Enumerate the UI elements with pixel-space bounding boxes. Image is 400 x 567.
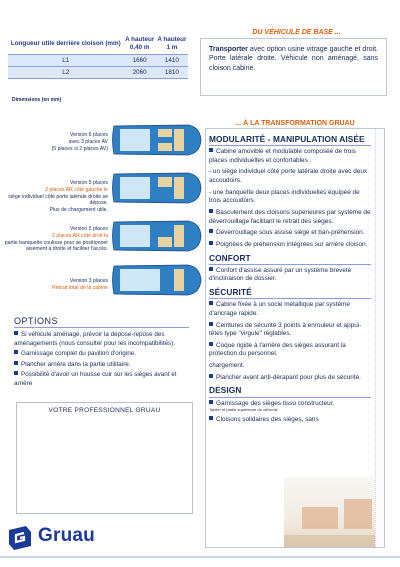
section-title-design: DESIGN xyxy=(209,385,371,397)
base-vehicle-model: Transporter xyxy=(209,46,248,53)
list-item: Déverrouillage sous assise siège et ban-préhension. xyxy=(209,229,371,238)
gruau-logo-icon xyxy=(6,524,34,552)
seat-versions xyxy=(0,120,200,300)
list-item: Plancher avant anti-dérapant pour plus de sécurité. xyxy=(209,374,371,383)
col-header-length: Longueur utile derrière cloison (mm) xyxy=(8,34,124,54)
col-header-height-1: A hauteur 0,40 m xyxy=(124,34,156,54)
options-title: OPTIONS xyxy=(14,316,189,328)
bullet-square-icon xyxy=(209,229,213,233)
bullet-square-icon xyxy=(209,416,213,420)
bullet-square-icon xyxy=(14,371,18,375)
bullet-square-icon xyxy=(209,322,213,326)
list-item: Possibilité d'avoir un housse cuir sur les sièges avant et arrière xyxy=(14,371,177,387)
side-ruler-strip xyxy=(375,129,384,547)
professional-stamp-box xyxy=(16,402,193,514)
list-item: Cabine fixée à un socle métallique par système d'ancrage rapide. xyxy=(209,301,350,317)
base-vehicle-text: avec option usine vitrage gauche et droit. Porte latérale droite. Véhicule non aménagé, sans cloison cabine. xyxy=(209,46,378,72)
van-top-view-icon xyxy=(108,260,203,300)
van-top-view-icon xyxy=(108,168,203,208)
professional-title: VOTRE PROFESSIONNEL GRUAU xyxy=(48,407,161,414)
footer-divider xyxy=(0,556,400,558)
version-caption-3: Version 5 places 2 places AR côté droit la partie banquette coulisse pour se positionner aisément à droite et faciliter l'accès. xyxy=(4,226,108,253)
transformation-title: ... À LA TRANSFORMATION GRUAU xyxy=(235,120,355,127)
list-item: Ceintures de sécurité 3 points à enrouleur et appui-têtes type "virgule" réglables. xyxy=(209,321,362,338)
list-item: Coque rigide à l'arrière des sièges assurant la protection du personnel. xyxy=(209,341,346,358)
list-item: - une banquette deux places individuelles équipée de trois accoudoirs. xyxy=(209,188,360,205)
bullet-square-icon xyxy=(209,301,213,305)
options-list xyxy=(14,331,192,390)
van-top-view-icon xyxy=(108,216,203,256)
building-background-image xyxy=(284,477,384,547)
bullet-square-icon xyxy=(209,267,213,271)
list-item: Poignées de préhension intégrées sur arrière cloison. xyxy=(209,241,371,250)
list-item: Garnissage des sièges tissu constructeur. xyxy=(209,400,371,409)
list-item: chargement. xyxy=(209,362,245,370)
version-caption-1: Version 6 places avec 3 places AV (5 places si 2 places AV) xyxy=(51,132,108,152)
logo-wordmark: Gruau xyxy=(38,525,95,546)
bullet-square-icon xyxy=(14,331,18,335)
list-item: Cabine amovible et modulable composée de trois places individuelles et confortables : xyxy=(209,148,356,164)
table-row: L2 2060 1810 xyxy=(8,66,188,78)
base-vehicle-box xyxy=(200,38,387,96)
base-vehicle-title: DU VÉHICULE DE BASE ... xyxy=(252,29,341,36)
transformation-text xyxy=(209,134,371,428)
list-item: Si véhicule aménagé, prévoir la dépose-repose des aménagements (nous consulter pour les incompatibilités). xyxy=(14,331,176,347)
van-top-view-icon xyxy=(108,120,203,160)
col-header-height-2: A hauteur 1 m xyxy=(156,34,188,54)
section-title-modularite: MODULARITÉ - MANIPULATION AISÉE xyxy=(209,134,371,146)
bullet-square-icon xyxy=(209,209,213,213)
bullet-square-icon xyxy=(209,342,213,346)
list-item: Basculement des cloisons supérieures par système de déverrouillage facilitant le retrait des sièges. xyxy=(209,209,371,225)
bullet-square-icon xyxy=(14,361,18,365)
bullet-square-icon xyxy=(209,400,213,404)
section-title-securite: SÉCURITÉ xyxy=(209,287,371,299)
list-item: - un siège individuel côté porte latérale droite avec deux accoudoirs. xyxy=(209,168,368,185)
list-item: Plancher arrière dans la partie utilitaire. xyxy=(14,361,192,370)
design-small-note: Tablier et partie supérieure du véhicule xyxy=(209,407,278,413)
bullet-square-icon xyxy=(209,374,213,378)
dimensions-note: Dimensions (en mm) xyxy=(12,97,62,103)
bullet-square-icon xyxy=(209,241,213,245)
table-row: L1 1660 1410 xyxy=(8,54,188,66)
section-title-confort: CONFORT xyxy=(209,253,371,265)
dimensions-table xyxy=(8,34,188,79)
bullet-square-icon xyxy=(14,350,18,354)
list-item: Cloisons solidaires des sièges, sans xyxy=(209,416,371,425)
bullet-square-icon xyxy=(209,148,213,152)
version-caption-2: Version 5 places 2 places AR côté gauche le siège individuel côté porte latérale droite se dépose. Plus de chargement utile. xyxy=(8,180,108,213)
list-item: Garnissage complet du pavillon d'origine. xyxy=(14,350,192,359)
transformation-panel xyxy=(205,128,385,548)
gruau-logo xyxy=(6,523,126,553)
list-item: Confort d'assise assuré par un système breveté d'inclinaison de dossier. xyxy=(209,266,352,283)
version-caption-4: Version 3 places Retrait total de la cabine xyxy=(52,278,108,291)
